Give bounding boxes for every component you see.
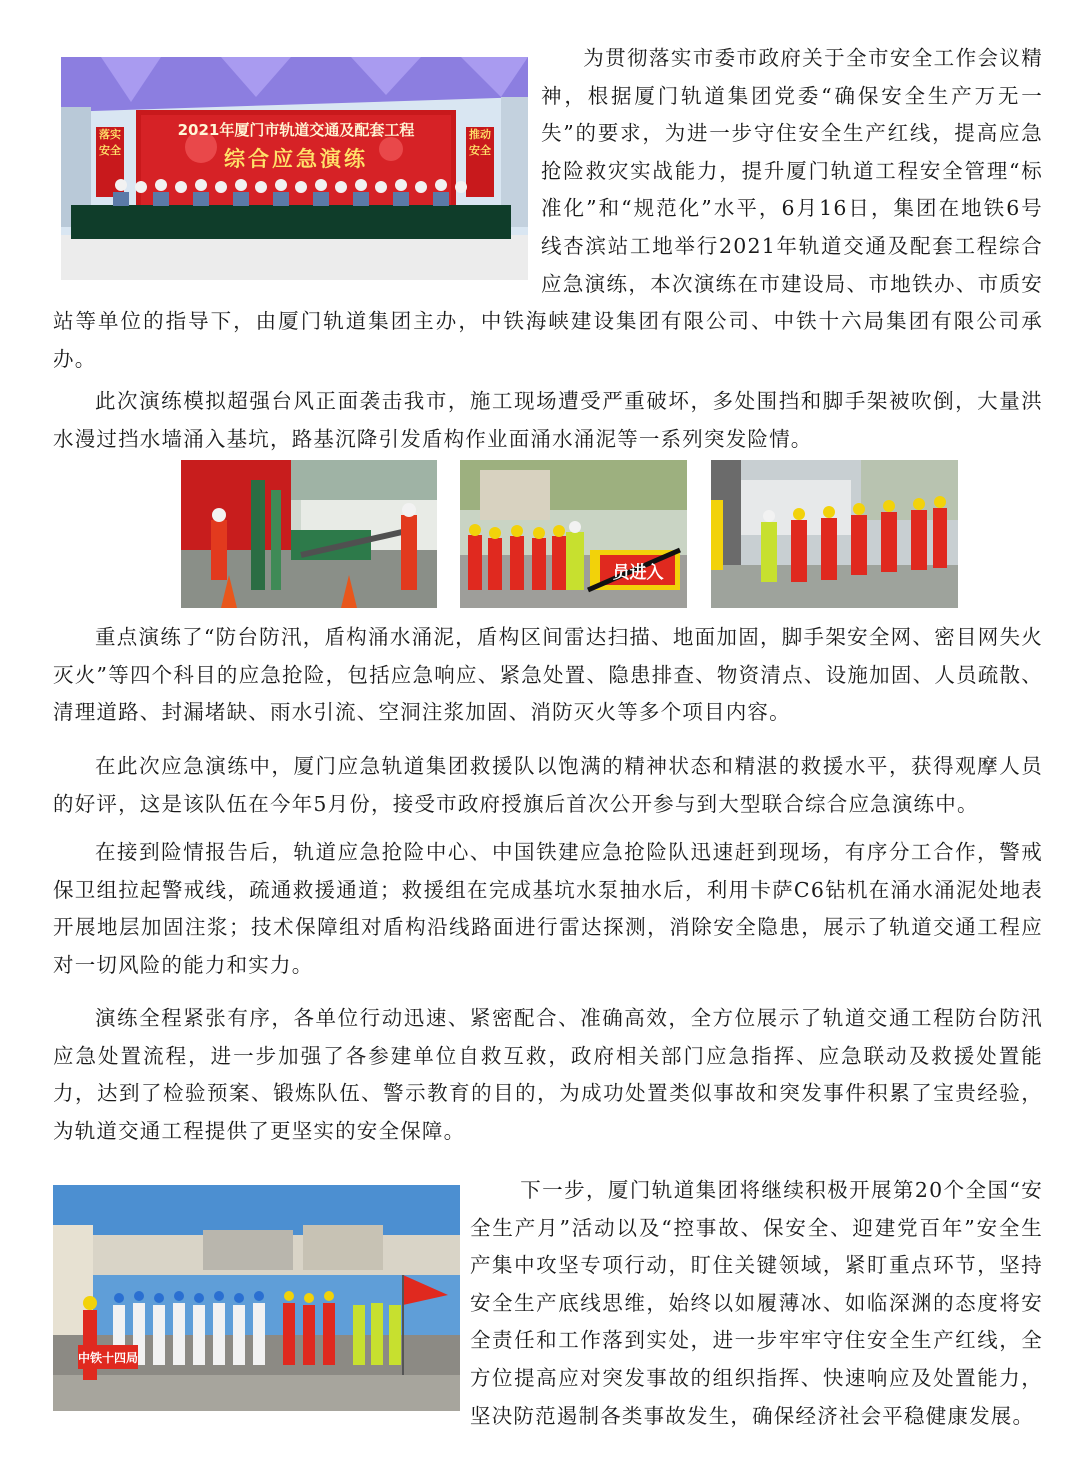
stage-left-slogan: 落实安全 [99, 128, 121, 157]
paragraph-rescue-team: 在此次应急演练中，厦门应急轨道集团救援队以饱满的精神状态和精湛的救援水平，获得观摩人员的好评，这是该队伍在今年5月份，接受市政府授旗后首次公开参与到大型联合综合应急演练中。 [53, 754, 1043, 816]
barrier-sign-text: 员进入 [612, 563, 664, 583]
stage-banner-subtitle: 综合应急演练 [224, 147, 368, 171]
photo-workers-running [711, 460, 958, 608]
paragraph-scenario: 此次演练模拟超强台风正面袭击我市，施工现场遭受严重破坏，多处围挡和脚手架被吹倒，大量洪水漫过挡水墙涌入基坑，路基沉降引发盾构作业面涌水涌泥等一系列突发险情。 [53, 389, 1043, 451]
paragraph-key-drills: 重点演练了“防台防汛，盾构涌水涌泥，盾构区间雷达扫描、地面加固，脚手架安全网、密目网失火灭火”等四个科目的应急抢险，包括应急响应、紧急处置、隐患排查、物资清点、设施加固、人员疏散、清理道路、封漏堵缺、雨水引流、空洞注浆加固、消防灭火等多个项目内容。 [53, 625, 1043, 725]
team-sign-text: 中铁十四局 [78, 1351, 139, 1365]
paragraph-response: 在接到险情报告后，轨道应急抢险中心、中国铁建应急抢险队迅速赶到现场，有序分工合作，警戒保卫组拉起警戒线，疏通救援通道；救援组在完成基坑水泵抽水后，利用卡萨C6钻机在涌水涌泥处地表开展地层加固注浆；技术保障组对盾构沿线路面进行雷达探测，消除安全隐患，展示了轨道交通工程应对一切风险的能力和实力。 [53, 840, 1043, 977]
paragraph-summary: 演练全程紧张有序，各单位行动迅速、紧密配合、准确高效，全方位展示了轨道交通工程防台防汛应急处置流程，进一步加强了各参建单位自救互救，政府相关部门应急指挥、应急联动及救援处置能力，达到了检验预案、锻炼队伍、警示教育的目的，为成功处置类似事故和突发事件积累了宝贵经验，为轨道交通工程提供了更坚实的安全保障。 [53, 1006, 1043, 1143]
photo-drilling-rig [181, 460, 437, 608]
photo-rescue-team-barrier [460, 460, 687, 608]
paragraph-intro: 为贯彻落实市委市政府关于全市安全工作会议精神，根据厦门轨道集团党委“确保安全生产万无一失”的要求，为进一步守住安全生产红线，提高应急抢险救灾实战能力，提升厦门轨道工程安全管理“标准化”和“规范化”水平，6月16日，集团在地铁6号线杏滨站工地举行2021年轨道交通及配套工程综合应急演练，本次演练在市建设局、市地铁办、市质安站等单位的指导下，由厦门轨道集团主办，中铁海峡建设集团有限公司、中铁十六局集团有限公司承办。 [53, 46, 1043, 371]
stage-right-slogan: 推动安全 [469, 128, 491, 157]
stage-banner-title: 2021年厦门市轨道交通及配套工程 [177, 121, 415, 139]
paragraph-next-steps: 下一步，厦门轨道集团将继续积极开展第20个全国“安全生产月”活动以及“控事故、保安全、迎建党百年”安全生产集中攻坚专项行动，盯住关键领域，紧盯重点环节，坚持安全生产底线思维，始终以如履薄冰、如临深渊的态度将安全责任和工作落到实处，进一步牢牢守住安全生产红线，全方位提高应对突发事故的组织指挥、快速响应及处置能力，坚决防范遏制各类事故发生，确保经济社会平稳健康发展。 [470, 1178, 1043, 1428]
